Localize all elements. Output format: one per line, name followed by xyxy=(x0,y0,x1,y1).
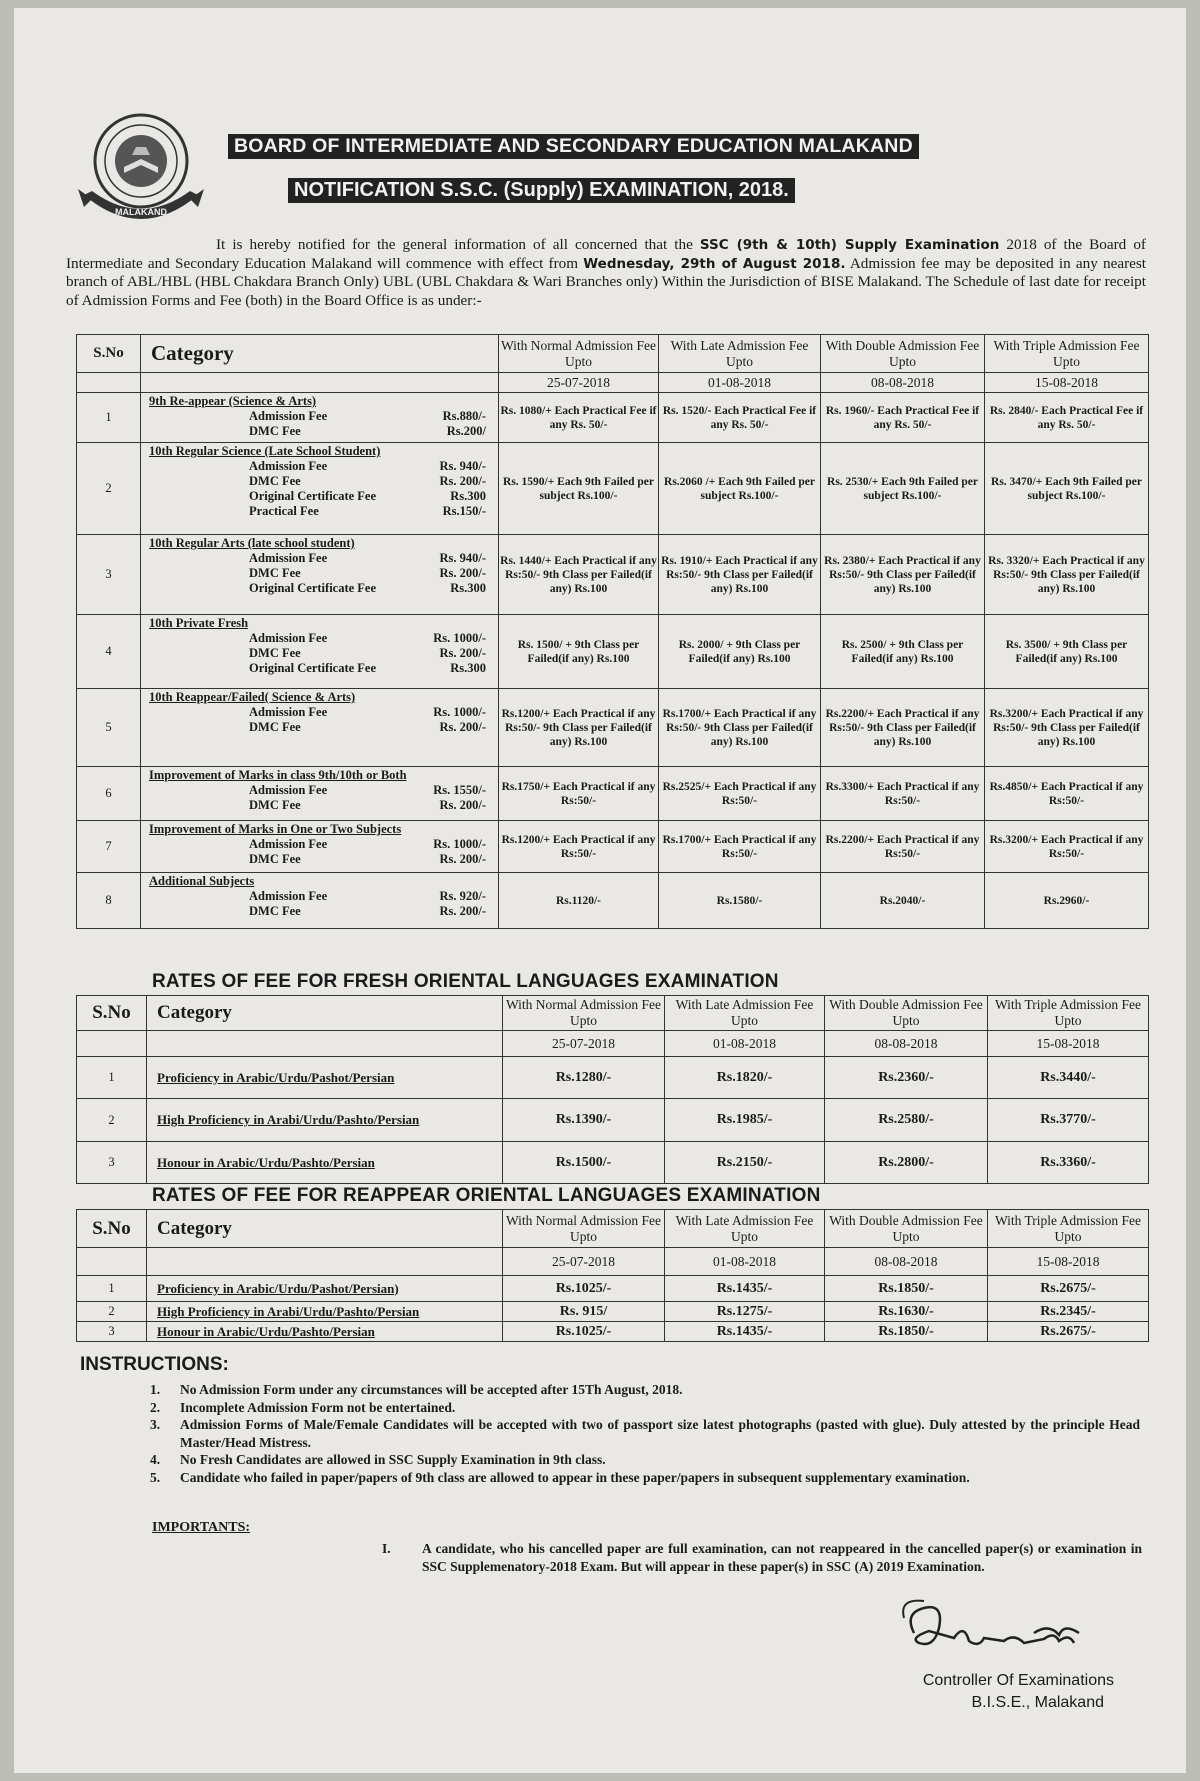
instruction-text: Candidate who failed in paper/papers of 9th class are allowed to appear in these paper/papers in subsequent supplementary examination. xyxy=(180,1469,970,1485)
importants-title: IMPORTANTS: xyxy=(152,1520,251,1535)
table-row xyxy=(77,1099,1149,1142)
row-sno: 2 xyxy=(77,1099,147,1142)
row-sno: 3 xyxy=(77,1322,147,1342)
col-date-double: 08-08-2018 xyxy=(821,373,985,393)
table-row xyxy=(77,1322,1149,1342)
fee-line-label: DMC Fee xyxy=(249,646,301,660)
fee-line-label: DMC Fee xyxy=(249,798,301,812)
table-row xyxy=(77,689,1149,767)
col-header-late: With Late Admission Fee Upto xyxy=(659,335,821,373)
fee-cell: Rs.1985/- xyxy=(665,1099,825,1142)
fee-cell: Rs.2525/+ Each Practical if any Rs:50/- xyxy=(659,767,821,821)
fresh-oriental-table xyxy=(76,995,1149,1184)
fee-cell: Rs.2040/- xyxy=(821,873,985,929)
row-sno: 1 xyxy=(77,393,141,443)
fee-cell: Rs. 3470/+ Each 9th Failed per subject Rs.100/- xyxy=(985,443,1149,535)
fee-cell: Rs.1700/+ Each Practical if any Rs:50/- xyxy=(659,821,821,873)
reappear-date-normal: 25-07-2018 xyxy=(503,1248,665,1276)
fee-line-label: DMC Fee xyxy=(249,474,301,488)
row-category xyxy=(141,689,499,767)
fee-cell: Rs.2360/- xyxy=(825,1057,988,1099)
fee-cell: Rs.1700/+ Each Practical if any Rs:50/- 9th Class per Failed(if any) Rs.100 xyxy=(659,689,821,767)
instruction-text: Incomplete Admission Form not be entertained. xyxy=(180,1399,456,1415)
fee-cell: Rs.2675/- xyxy=(988,1322,1149,1342)
row-sno: 4 xyxy=(77,615,141,689)
row-sno: 3 xyxy=(77,1142,147,1184)
fee-cell: Rs. 2500/ + 9th Class per Failed(if any) Rs.100 xyxy=(821,615,985,689)
fee-line-amount: Rs. 1000/- xyxy=(433,837,486,851)
fee-cell: Rs.1820/- xyxy=(665,1057,825,1099)
fee-cell: Rs.1630/- xyxy=(825,1302,988,1322)
fresh-date-double: 08-08-2018 xyxy=(825,1031,988,1057)
notification-title: NOTIFICATION S.S.C. (Supply) EXAMINATION, 2018. xyxy=(288,178,795,203)
signature-icon xyxy=(884,1593,1114,1668)
fresh-date-late: 01-08-2018 xyxy=(665,1031,825,1057)
col-date-late: 01-08-2018 xyxy=(659,373,821,393)
row-category: High Proficiency in Arabi/Urdu/Pashto/Persian xyxy=(147,1302,503,1322)
reappear-category-header: Category xyxy=(147,1210,503,1248)
fee-line-amount: Rs.880/- xyxy=(442,409,486,423)
fee-line xyxy=(149,566,494,581)
fee-line xyxy=(149,474,494,489)
fee-line-amount: Rs.150/- xyxy=(442,504,486,518)
fee-cell: Rs.2150/- xyxy=(665,1142,825,1184)
importants-text: A candidate, who his cancelled paper are full examination, can not reappeared in the cancelled paper(s) or examination in SSC Supplemenatory-2018 Exam. But will appear in these paper(s) in SSC (A) 2019 Examination. xyxy=(422,1541,1142,1574)
fee-cell: Rs.1275/- xyxy=(665,1302,825,1322)
fee-cell: Rs.2060 /+ Each 9th Failed per subject Rs.100/- xyxy=(659,443,821,535)
row-category xyxy=(141,443,499,535)
fee-cell: Rs.1580/- xyxy=(659,873,821,929)
reappear-oriental-table xyxy=(76,1209,1149,1342)
fresh-oriental-title: RATES OF FEE FOR FRESH ORIENTAL LANGUAGES EXAMINATION xyxy=(152,971,779,992)
fee-line-label: DMC Fee xyxy=(249,566,301,580)
fee-line-amount: Rs. 200/- xyxy=(439,904,486,918)
col-header-triple: With Triple Admission Fee Upto xyxy=(985,335,1149,373)
fee-line-amount: Rs. 1000/- xyxy=(433,631,486,645)
fresh-col-normal: With Normal Admission Fee Upto xyxy=(503,996,665,1031)
table-row xyxy=(77,821,1149,873)
logo-text: MALAKAND xyxy=(115,207,167,217)
signature-title: Controller Of Examinations xyxy=(922,1672,1114,1689)
fee-cell: Rs. 1440/+ Each Practical if any Rs:50/- 9th Class per Failed(if any) Rs.100 xyxy=(499,535,659,615)
fee-cell: Rs.1850/- xyxy=(825,1276,988,1302)
instruction-number: 2. xyxy=(150,1399,161,1415)
instructions-list xyxy=(150,1381,1140,1486)
category-title: 9th Re-appear (Science & Arts) xyxy=(149,394,317,408)
reappear-date-triple: 15-08-2018 xyxy=(988,1248,1149,1276)
fee-line xyxy=(149,646,494,661)
fee-cell: Rs. 2380/+ Each Practical if any Rs:50/- 9th Class per Failed(if any) Rs.100 xyxy=(821,535,985,615)
row-category: Honour in Arabic/Urdu/Pashto/Persian xyxy=(147,1142,503,1184)
fee-line xyxy=(149,661,494,676)
instruction-number: 1. xyxy=(150,1382,161,1397)
table-row xyxy=(77,1276,1149,1302)
board-title: BOARD OF INTERMEDIATE AND SECONDARY EDUCATION MALAKAND xyxy=(228,134,919,159)
fresh-col-late: With Late Admission Fee Upto xyxy=(665,996,825,1031)
fee-cell: Rs.2800/- xyxy=(825,1142,988,1184)
fee-line-label: DMC Fee xyxy=(249,904,301,918)
fee-cell: Rs.1390/- xyxy=(503,1099,665,1142)
col-date-normal: 25-07-2018 xyxy=(499,373,659,393)
fee-line-amount: Rs. 200/- xyxy=(439,646,486,660)
importants-item xyxy=(382,1540,1142,1576)
instruction-text: Admission Forms of Male/Female Candidates will be accepted with two of passport size latest photographs (pasted with glue). Duly attested by the principle Head Master/Head Mistress. xyxy=(180,1417,1140,1450)
reappear-col-normal: With Normal Admission Fee Upto xyxy=(503,1210,665,1248)
reappear-oriental-title: RATES OF FEE FOR REAPPEAR ORIENTAL LANGUAGES EXAMINATION xyxy=(152,1185,821,1206)
instruction-item xyxy=(150,1399,1140,1417)
row-category: Proficiency in Arabic/Urdu/Pashot/Persian xyxy=(147,1057,503,1099)
fee-line-amount: Rs.300 xyxy=(450,489,486,503)
fee-line-amount: Rs. 940/- xyxy=(439,459,486,473)
fee-line-amount: Rs. 940/- xyxy=(439,551,486,565)
fee-line-label: Admission Fee xyxy=(249,705,328,719)
fee-cell: Rs.1750/+ Each Practical if any Rs:50/- xyxy=(499,767,659,821)
col-date-triple: 15-08-2018 xyxy=(985,373,1149,393)
row-sno: 7 xyxy=(77,821,141,873)
fee-line xyxy=(149,798,494,813)
fee-cell: Rs.3300/+ Each Practical if any Rs:50/- xyxy=(821,767,985,821)
fee-line xyxy=(149,783,494,798)
fee-line-amount: Rs.200/ xyxy=(446,424,486,438)
fee-line xyxy=(149,489,494,504)
fresh-col-triple: With Triple Admission Fee Upto xyxy=(988,996,1149,1031)
fee-line xyxy=(149,705,494,720)
fee-cell: Rs.4850/+ Each Practical if any Rs:50/- xyxy=(985,767,1149,821)
fee-cell: Rs.1850/- xyxy=(825,1322,988,1342)
fee-line xyxy=(149,904,494,919)
category-title: 10th Reappear/Failed( Science & Arts) xyxy=(149,690,356,704)
fee-cell: Rs. 915/ xyxy=(503,1302,665,1322)
fee-line-label: DMC Fee xyxy=(249,720,301,734)
fee-line xyxy=(149,551,494,566)
fresh-category-header: Category xyxy=(147,996,503,1031)
table-row xyxy=(77,1302,1149,1322)
fee-line xyxy=(149,837,494,852)
fee-line xyxy=(149,504,494,519)
category-title: Improvement of Marks in One or Two Subjects xyxy=(149,822,402,836)
importants-number: I. xyxy=(382,1541,391,1556)
fee-cell: Rs.1025/- xyxy=(503,1322,665,1342)
category-header: Category xyxy=(141,335,499,373)
fee-cell: Rs.3770/- xyxy=(988,1099,1149,1142)
fee-line-label: Admission Fee xyxy=(249,409,328,423)
board-logo-icon xyxy=(66,103,216,233)
table-row xyxy=(77,443,1149,535)
fresh-col-double: With Double Admission Fee Upto xyxy=(825,996,988,1031)
fee-line-label: DMC Fee xyxy=(249,424,301,438)
fee-line-amount: Rs. 920/- xyxy=(439,889,486,903)
fee-cell: Rs. 2530/+ Each 9th Failed per subject Rs.100/- xyxy=(821,443,985,535)
fee-line-amount: Rs. 200/- xyxy=(439,720,486,734)
row-sno: 8 xyxy=(77,873,141,929)
fee-line xyxy=(149,852,494,867)
category-title: 10th Private Fresh xyxy=(149,616,249,630)
row-category xyxy=(141,873,499,929)
table-row xyxy=(77,767,1149,821)
table-row xyxy=(77,873,1149,929)
instruction-number: 3. xyxy=(150,1417,161,1432)
fee-cell: Rs.1120/- xyxy=(499,873,659,929)
fee-line xyxy=(149,424,494,439)
instruction-item xyxy=(150,1451,1140,1469)
fee-cell: Rs.2345/- xyxy=(988,1302,1149,1322)
main-fee-table xyxy=(76,334,1149,929)
fee-cell: Rs. 2840/- Each Practical Fee if any Rs. 50/- xyxy=(985,393,1149,443)
table-row xyxy=(77,535,1149,615)
reappear-col-triple: With Triple Admission Fee Upto xyxy=(988,1210,1149,1248)
fee-cell: Rs. 1590/+ Each 9th Failed per subject Rs.100/- xyxy=(499,443,659,535)
intro-paragraph: It is hereby notified for the general information of all concerned that the SSC (9th & 10th) Supply Examination 2018 of the Board of Intermediate and Secondary Education Malakand will commence with effect from Wednesday, 29th of August 2018. Admission fee may be deposited in any nearest branch of ABL/HBL (HBL Chakdara Branch Only) UBL (UBL Chakdara & Wari Branches only) Within the Jurisdiction of BISE Malakand. The Schedule of last date for receipt of Admission Forms and Fee (both) in the Board Office is as under:- xyxy=(66,236,1147,309)
row-sno: 2 xyxy=(77,1302,147,1322)
fee-cell: Rs.3360/- xyxy=(988,1142,1149,1184)
col-header-normal: With Normal Admission Fee Upto xyxy=(499,335,659,373)
fee-line-label: Admission Fee xyxy=(249,631,328,645)
instruction-text: No Fresh Candidates are allowed in SSC Supply Examination in 9th class. xyxy=(180,1452,606,1467)
instruction-number: 5. xyxy=(150,1469,161,1485)
row-category xyxy=(141,535,499,615)
fee-cell: Rs.1200/+ Each Practical if any Rs:50/- xyxy=(499,821,659,873)
fee-cell: Rs. 3500/ + 9th Class per Failed(if any) Rs.100 xyxy=(985,615,1149,689)
row-category: High Proficiency in Arabi/Urdu/Pashto/Persian xyxy=(147,1099,503,1142)
fee-line xyxy=(149,889,494,904)
reappear-col-double: With Double Admission Fee Upto xyxy=(825,1210,988,1248)
fee-line-label: Original Certificate Fee xyxy=(249,661,377,675)
row-category xyxy=(141,767,499,821)
fee-cell: Rs.2200/+ Each Practical if any Rs:50/- 9th Class per Failed(if any) Rs.100 xyxy=(821,689,985,767)
fee-cell: Rs. 1500/ + 9th Class per Failed(if any) Rs.100 xyxy=(499,615,659,689)
reappear-date-late: 01-08-2018 xyxy=(665,1248,825,1276)
col-header-double: With Double Admission Fee Upto xyxy=(821,335,985,373)
instruction-item xyxy=(150,1381,1140,1399)
fee-line-amount: Rs. 1000/- xyxy=(433,705,486,719)
fee-cell: Rs.1500/- xyxy=(503,1142,665,1184)
fee-line-label: Original Certificate Fee xyxy=(249,581,377,595)
fee-line-label: Admission Fee xyxy=(249,783,328,797)
category-title: Improvement of Marks in class 9th/10th or Both xyxy=(149,768,407,782)
notification-page xyxy=(14,8,1186,1773)
fee-line xyxy=(149,581,494,596)
row-sno: 1 xyxy=(77,1276,147,1302)
fee-cell: Rs.1200/+ Each Practical if any Rs:50/- 9th Class per Failed(if any) Rs.100 xyxy=(499,689,659,767)
reappear-col-late: With Late Admission Fee Upto xyxy=(665,1210,825,1248)
fee-line-amount: Rs. 200/- xyxy=(439,852,486,866)
fee-cell: Rs.2200/+ Each Practical if any Rs:50/- xyxy=(821,821,985,873)
fee-line xyxy=(149,631,494,646)
fee-cell: Rs. 2000/ + 9th Class per Failed(if any) Rs.100 xyxy=(659,615,821,689)
fee-cell: Rs.2675/- xyxy=(988,1276,1149,1302)
table-row xyxy=(77,1057,1149,1099)
category-title: 10th Regular Arts (late school student) xyxy=(149,536,355,550)
signature-org: B.I.S.E., Malakand xyxy=(971,1694,1104,1711)
fee-line-amount: Rs. 200/- xyxy=(439,798,486,812)
category-title: 10th Regular Science (Late School Student) xyxy=(149,444,381,458)
fee-line-label: Practical Fee xyxy=(249,504,319,518)
fee-line-label: DMC Fee xyxy=(249,852,301,866)
fee-cell: Rs.1435/- xyxy=(665,1322,825,1342)
fee-cell: Rs. 3320/+ Each Practical if any Rs:50/- 9th Class per Failed(if any) Rs.100 xyxy=(985,535,1149,615)
table-row xyxy=(77,393,1149,443)
reappear-date-double: 08-08-2018 xyxy=(825,1248,988,1276)
fee-line-label: Admission Fee xyxy=(249,889,328,903)
instruction-item xyxy=(150,1469,1140,1487)
category-title: Additional Subjects xyxy=(149,874,255,888)
fee-line-label: Admission Fee xyxy=(249,459,328,473)
instruction-text: No Admission Form under any circumstances will be accepted after 15Th August, 2018. xyxy=(180,1382,683,1397)
fresh-date-normal: 25-07-2018 xyxy=(503,1031,665,1057)
instruction-number: 4. xyxy=(150,1452,161,1467)
row-category xyxy=(141,615,499,689)
row-category xyxy=(141,393,499,443)
fee-cell: Rs. 1520/- Each Practical Fee if any Rs. 50/- xyxy=(659,393,821,443)
row-sno: 1 xyxy=(77,1057,147,1099)
instructions-title: INSTRUCTIONS: xyxy=(80,1354,229,1375)
fee-cell: Rs. 1080/+ Each Practical Fee if any Rs. 50/- xyxy=(499,393,659,443)
row-sno: 3 xyxy=(77,535,141,615)
fresh-sno-header: S.No xyxy=(77,996,147,1031)
row-category: Honour in Arabic/Urdu/Pashto/Persian xyxy=(147,1322,503,1342)
fee-line-amount: Rs. 200/- xyxy=(439,566,486,580)
table-row xyxy=(77,1142,1149,1184)
row-category: Proficiency in Arabic/Urdu/Pashot/Persian) xyxy=(147,1276,503,1302)
fee-cell: Rs. 1910/+ Each Practical if any Rs:50/- 9th Class per Failed(if any) Rs.100 xyxy=(659,535,821,615)
fee-line xyxy=(149,409,494,424)
fee-cell: Rs.3200/+ Each Practical if any Rs:50/- 9th Class per Failed(if any) Rs.100 xyxy=(985,689,1149,767)
instruction-item xyxy=(150,1416,1140,1451)
fee-line xyxy=(149,720,494,735)
table-row xyxy=(77,615,1149,689)
fee-line-amount: Rs. 200/- xyxy=(439,474,486,488)
fee-cell: Rs.3200/+ Each Practical if any Rs:50/- xyxy=(985,821,1149,873)
fee-line xyxy=(149,459,494,474)
fee-line-label: Admission Fee xyxy=(249,837,328,851)
fee-line-label: Original Certificate Fee xyxy=(249,489,377,503)
fee-line-amount: Rs.300 xyxy=(450,581,486,595)
fee-cell: Rs.1025/- xyxy=(503,1276,665,1302)
row-sno: 5 xyxy=(77,689,141,767)
fee-cell: Rs.1280/- xyxy=(503,1057,665,1099)
fee-line-amount: Rs. 1550/- xyxy=(433,783,486,797)
fee-line-amount: Rs.300 xyxy=(450,661,486,675)
fee-cell: Rs.1435/- xyxy=(665,1276,825,1302)
row-sno: 6 xyxy=(77,767,141,821)
fee-cell: Rs.3440/- xyxy=(988,1057,1149,1099)
fresh-date-triple: 15-08-2018 xyxy=(988,1031,1149,1057)
fee-cell: Rs.2580/- xyxy=(825,1099,988,1142)
fee-line-label: Admission Fee xyxy=(249,551,328,565)
row-category xyxy=(141,821,499,873)
fee-cell: Rs. 1960/- Each Practical Fee if any Rs. 50/- xyxy=(821,393,985,443)
row-sno: 2 xyxy=(77,443,141,535)
fee-cell: Rs.2960/- xyxy=(985,873,1149,929)
reappear-sno-header: S.No xyxy=(77,1210,147,1248)
sno-header: S.No xyxy=(77,335,141,373)
